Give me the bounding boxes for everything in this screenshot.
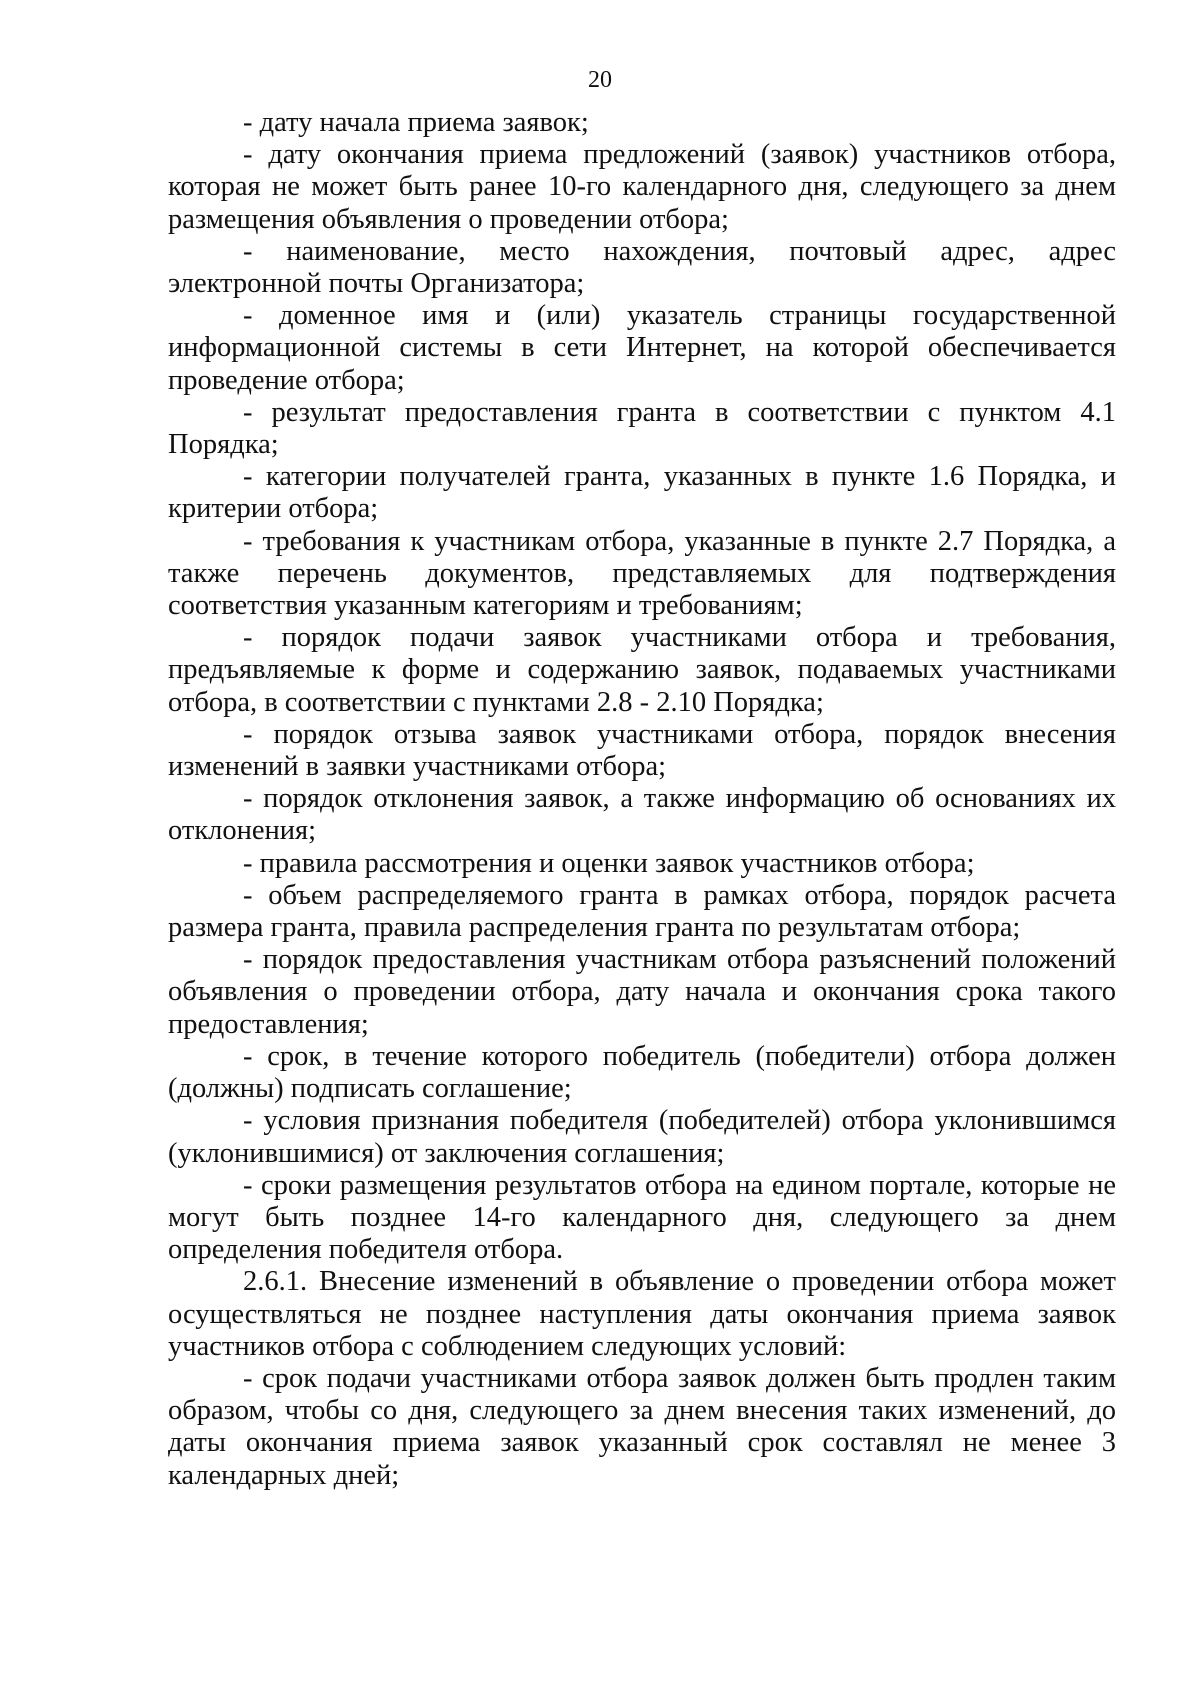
- paragraph-agreement-deadline: - срок, в течение которого победитель (победители) отбора должен (должны) подписать соглашение;: [168, 1040, 1116, 1105]
- paragraph-participant-requirements: - требования к участникам отбора, указанные в пункте 2.7 Порядка, а также перечень документов, представляемых для подтверждения соответствия указанным категориям и требованиям;: [168, 525, 1116, 622]
- paragraph-withdrawal-procedure: - порядок отзыва заявок участниками отбора, порядок внесения изменений в заявки участниками отбора;: [168, 718, 1116, 783]
- paragraph-evaluation-rules: - правила рассмотрения и оценки заявок участников отбора;: [243, 847, 975, 879]
- paragraph-evasion-conditions: - условия признания победителя (победителей) отбора уклонившимся (уклонившимися) от заключения соглашения;: [168, 1105, 1116, 1169]
- paragraph-results-publication: - сроки размещения результатов отбора на едином портале, которые не могут быть позднее 14-го календарного дня, следующего за днем определения победителя отбора.: [168, 1169, 1116, 1266]
- paragraph-application-end-date: - дату окончания приема предложений (заявок) участников отбора, которая не может быть ранее 10-го календарного дня, следующего за днем размещения объявления о проведении отбора;: [168, 139, 1116, 235]
- paragraph-recipient-categories: - категории получателей гранта, указанных в пункте 1.6 Порядка, и критерии отбора;: [168, 461, 1116, 525]
- paragraph-section-2-6-1: 2.6.1. Внесение изменений в объявление о проведении отбора может осуществляться не позднее наступления даты окончания приема заявок участников отбора с соблюдением следующих условий:: [168, 1266, 1116, 1362]
- paragraph-submission-procedure: - порядок подачи заявок участниками отбора и требования, предъявляемые к форме и содержанию заявок, подаваемых участниками отбора, в соответствии с пунктами 2.8 - 2.10 Порядка;: [168, 622, 1116, 718]
- paragraph-organizer-contacts: - наименование, место нахождения, почтовый адрес, адрес электронной почты Организатора;: [168, 235, 1116, 300]
- document-body: [168, 107, 1116, 1492]
- paragraph-rejection-procedure: - порядок отклонения заявок, а также информацию об основаниях их отклонения;: [168, 783, 1116, 847]
- paragraph-domain-name: - доменное имя и (или) указатель страницы государственной информационной системы в сети Интернет, на которой обеспечивается проведение отбора;: [168, 300, 1116, 396]
- paragraph-grant-result: - результат предоставления гранта в соответствии с пунктом 4.1 Порядка;: [168, 396, 1116, 461]
- paragraph-deadline-extension: - срок подачи участниками отбора заявок должен быть продлен таким образом, чтобы со дня, следующего за днем внесения таких изменений, до даты окончания приема заявок указанный срок составлял не менее 3 календарных дней;: [168, 1362, 1116, 1491]
- paragraph-grant-volume: - объем распределяемого гранта в рамках отбора, порядок расчета размера гранта, правила распределения гранта по результатам отбора;: [168, 879, 1116, 944]
- page-number: 20: [588, 67, 612, 93]
- paragraph-clarifications-procedure: - порядок предоставления участникам отбора разъяснений положений объявления о проведении отбора, дату начала и окончания срока такого предоставления;: [168, 944, 1116, 1040]
- paragraph-application-start-date: - дату начала приема заявок;: [243, 107, 589, 138]
